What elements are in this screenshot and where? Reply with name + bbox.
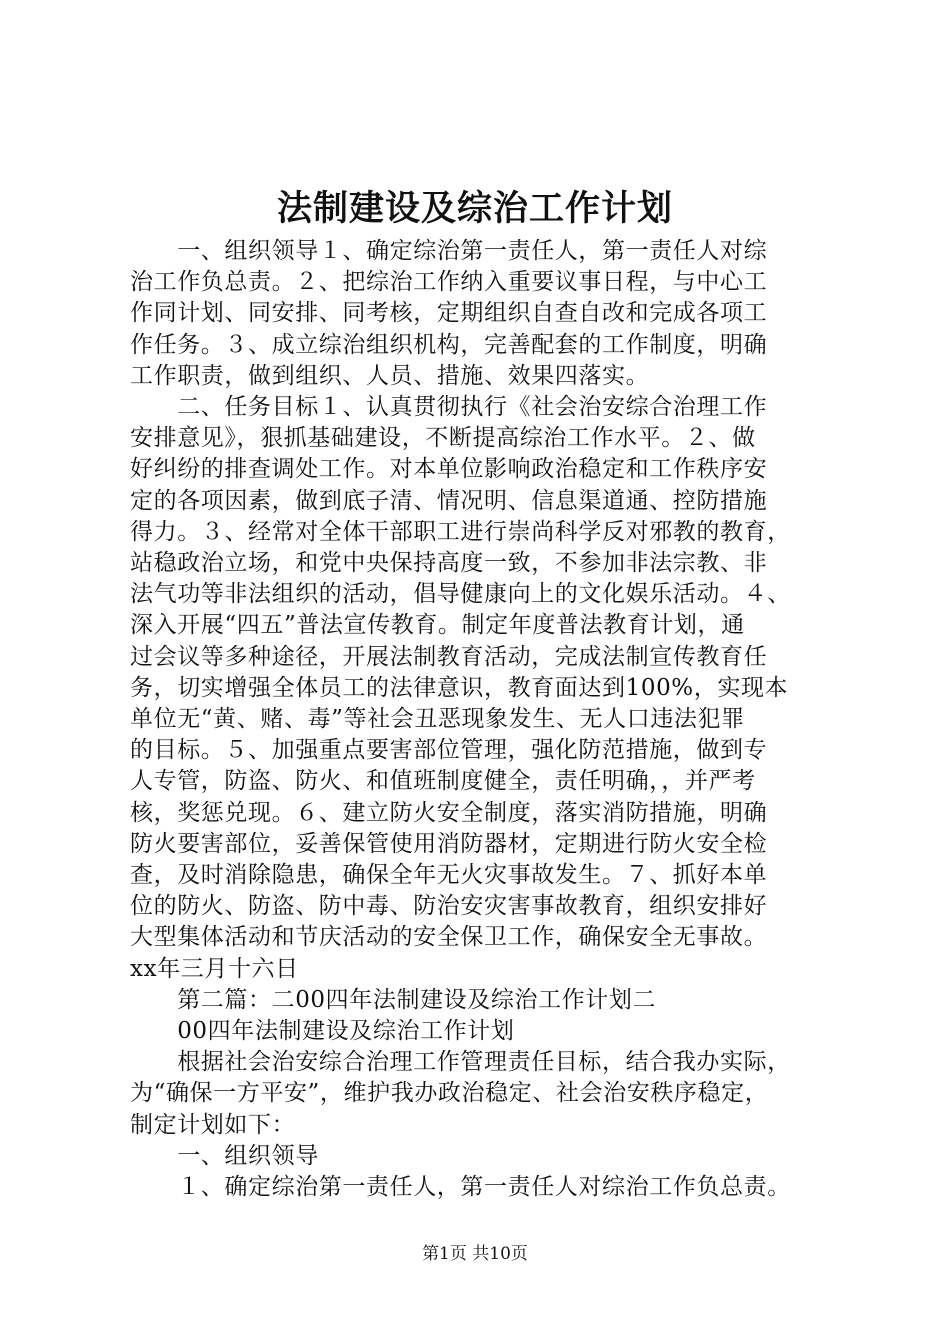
body-line: 大型集体活动和节庆活动的安全保卫工作，确保安全无事故。: [130, 924, 768, 951]
body-line: 治工作负总责。２、把综治工作纳入重要议事日程，与中心工: [130, 269, 768, 296]
body-line: 作同计划、同安排、同考核，定期组织自查自改和完成各项工: [130, 300, 768, 327]
body-line: 过会议等多种途径，开展法制教育活动，完成法制宣传教育任: [130, 643, 768, 670]
body-line: １、确定综治第一责任人，第一责任人对综治工作负总责。: [130, 1174, 791, 1200]
body-line: 根据社会治安综合治理工作管理责任目标，结合我办实际，: [130, 1049, 791, 1076]
body-line: xx年三月十六日: [130, 955, 299, 982]
body-line: 安排意见》，狠抓基础建设，不断提高综治工作水平。２、做: [130, 425, 756, 452]
body-line: 二、任务目标１、认真贯彻执行《社会治安综合治理工作: [130, 394, 768, 420]
body-line: 00四年法制建设及综治工作计划: [130, 1018, 515, 1044]
body-line: 作任务。３、成立综治组织机构，完善配套的工作制度，明确: [130, 331, 768, 358]
body-line: 好纠纷的排查调处工作。对本单位影响政治稳定和工作秩序安: [130, 456, 768, 483]
document-title: 法制建设及综治工作计划: [276, 188, 673, 229]
body-line: 为“确保一方平安”，维护我办政治稳定、社会治安秩序稳定，: [130, 1080, 769, 1107]
body-line: 法气功等非法组织的活动，倡导健康向上的文化娱乐活动。４、: [130, 581, 791, 608]
body-line: 核，奖惩兑现。６、建立防火安全制度，落实消防措施，明确: [130, 799, 768, 826]
body-line: 定的各项因素，做到底子清、情况明、信息渠道通、控防措施: [130, 487, 768, 514]
body-line: 制定计划如下：: [130, 1111, 296, 1138]
body-line: 站稳政治立场，和党中央保持高度一致，不参加非法宗教、非: [130, 550, 768, 576]
body-line: 查，及时消除隐患，确保全年无火灾事故发生。７、抓好本单: [130, 862, 768, 888]
body-line: 得力。３、经常对全体干部职工进行崇尚科学反对邪教的教育，: [130, 518, 791, 545]
body-line: 工作职责，做到组织、人员、措施、效果四落实。: [130, 362, 650, 389]
body-line: 单位无“黄、赌、毒”等社会丑恶现象发生、无人口违法犯罪: [130, 706, 745, 732]
body-line: 务，切实增强全体员工的法律意识，教育面达到100%，实现本: [130, 674, 789, 701]
body-line: 一、组织领导: [130, 1142, 319, 1169]
body-line: 人专管，防盗、防火、和值班制度健全，责任明确，，并严考: [130, 768, 756, 795]
body-line: 的目标。５、加强重点要害部位管理，强化防范措施，做到专: [130, 737, 768, 764]
body-line: 防火要害部位，妥善保管使用消防器材，定期进行防火安全检: [130, 830, 768, 857]
page-footer: 第1页 共10页: [422, 1244, 528, 1264]
body-line: 一、组织领导１、确定综治第一责任人，第一责任人对综: [130, 238, 768, 264]
body-line: 第二篇：二00四年法制建设及综治工作计划二: [130, 986, 657, 1013]
body-line: 位的防火、防盗、防中毒、防治安灾害事故教育，组织安排好: [130, 893, 768, 920]
body-line: 深入开展“四五”普法宣传教育。制定年度普法教育计划，通: [130, 612, 745, 639]
